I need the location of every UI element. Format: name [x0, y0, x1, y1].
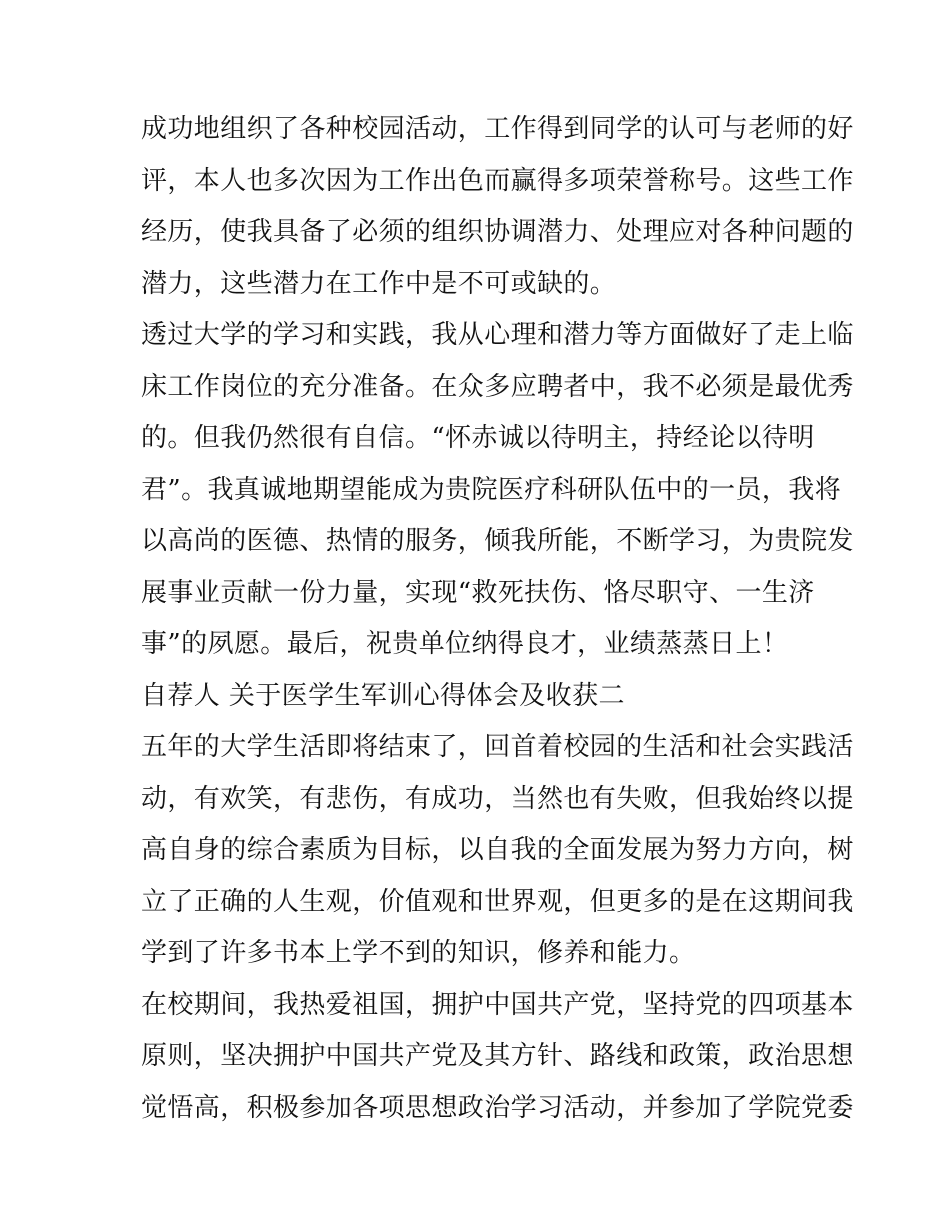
text-line: 评，本人也多次因为工作出色而赢得多项荣誉称号。这些工作 — [141, 165, 854, 196]
document-body — [141, 104, 854, 1134]
text-line: 五年的大学生活即将结束了，回首着校园的生活和社会实践活 — [141, 732, 854, 762]
text-line: 成功地组织了各种校园活动，工作得到同学的认可与老师的好 — [141, 114, 854, 144]
text-line: 的。但我仍然很有自信。“怀赤诚以待明主，持经论以待明 — [141, 423, 815, 453]
section-heading: 自荐人 关于医学生军训心得体会及收获二 — [141, 680, 625, 711]
text-line: 学到了许多书本上学不到的知识，修养和能力。 — [141, 938, 696, 968]
text-line: 原则，坚决拥护中国共产党及其方针、路线和政策，政治思想 — [141, 1041, 854, 1071]
text-line: 床工作岗位的充分准备。在众多应聘者中，我不必须是最优秀 — [141, 371, 854, 402]
text-line: 立了正确的人生观，价值观和世界观，但更多的是在这期间我 — [141, 886, 854, 917]
text-line: 事”的夙愿。最后，祝贵单位纳得良才，业绩蒸蒸日上！ — [141, 629, 789, 659]
text-line: 以高尚的医德、热情的服务，倾我所能，不断学习，为贵院发 — [141, 526, 854, 556]
text-line: 君”。我真诚地期望能成为贵院医疗科研队伍中的一员，我将 — [141, 474, 842, 505]
text-line: 动，有欢笑，有悲伤，有成功，当然也有失败，但我始终以提 — [141, 783, 854, 814]
text-line: 高自身的综合素质为目标，以自我的全面发展为努力方向，树 — [141, 835, 854, 865]
text-line: 在校期间，我热爱祖国，拥护中国共产党，坚持党的四项基本 — [141, 989, 854, 1020]
text-line: 透过大学的学习和实践，我从心理和潜力等方面做好了走上临 — [141, 320, 854, 350]
text-line: 潜力，这些潜力在工作中是不可或缺的。 — [141, 268, 617, 299]
text-line: 展事业贡献一份力量，实现“救死扶伤、恪尽职守、一生济 — [141, 577, 815, 608]
text-line: 经历，使我具备了必须的组织协调潜力、处理应对各种问题的 — [141, 217, 854, 247]
text-line: 觉悟高，积极参加各项思想政治学习活动，并参加了学院党委 — [141, 1092, 854, 1123]
